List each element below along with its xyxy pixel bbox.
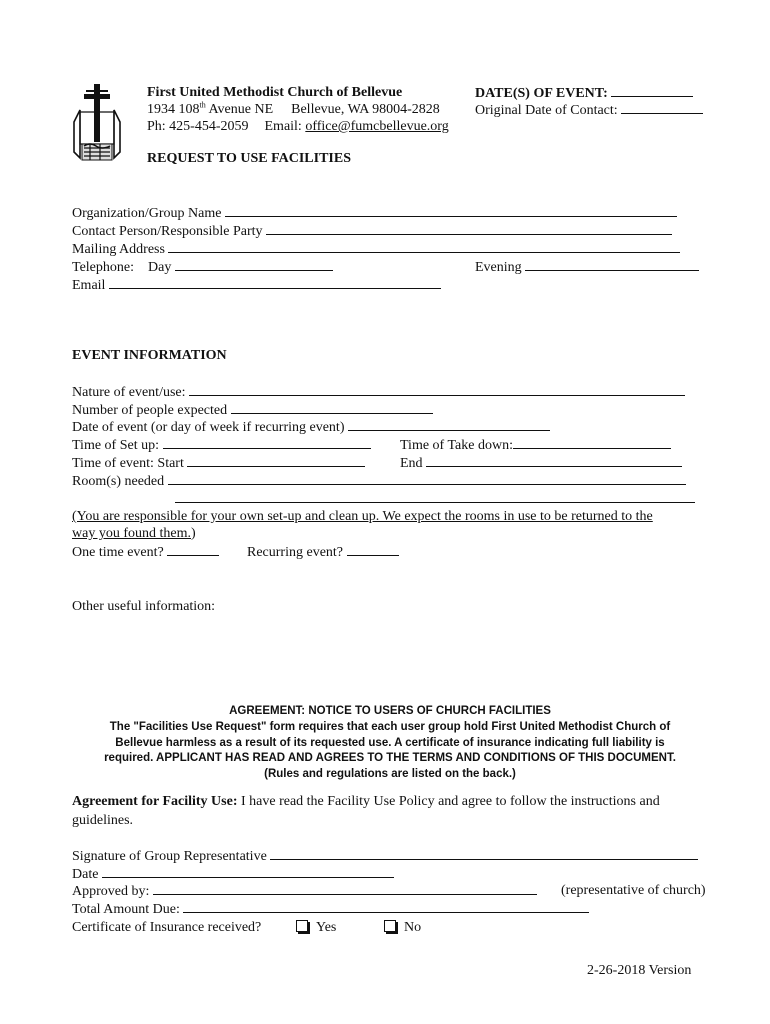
contact-person-field[interactable]	[266, 222, 672, 235]
church-name: First United Methodist Church of Bellevue	[147, 85, 403, 100]
signature-field[interactable]	[270, 847, 698, 860]
email-field[interactable]	[109, 276, 441, 289]
nature-row: Nature of event/use:	[72, 383, 685, 401]
end-time-field[interactable]	[426, 454, 682, 467]
dates-of-event: DATE(S) OF EVENT:	[475, 84, 693, 102]
end-row: End	[400, 454, 682, 472]
no-checkbox[interactable]	[384, 920, 396, 932]
setup-row: Time of Set up:	[72, 436, 371, 454]
responsibility-note: (You are responsible for your own set-up and clean up. We expect the rooms in use to be returned to the	[72, 509, 653, 524]
contact-person-row: Contact Person/Responsible Party	[72, 222, 672, 240]
amount-field[interactable]	[183, 900, 589, 913]
recurring-row: Recurring event?	[247, 543, 399, 561]
insurance-no[interactable]: No	[384, 919, 421, 936]
mailing-row: Mailing Address	[72, 240, 680, 258]
evening-phone-field[interactable]	[525, 258, 699, 271]
recurring-field[interactable]	[347, 543, 399, 556]
approved-row: Approved by:	[72, 882, 537, 900]
event-heading: EVENT INFORMATION	[72, 348, 227, 363]
signature-row: Signature of Group Representative	[72, 847, 698, 865]
church-contact: Ph: 425-454-2059 Email: office@fumcbellevue.org	[147, 119, 449, 134]
original-contact-date: Original Date of Contact:	[475, 101, 703, 119]
version-label: 2-26-2018 Version	[587, 963, 692, 978]
agreement-line-2: Bellevue harmless as a result of its requested use. A certificate of insurance indicating full liability is	[115, 737, 665, 749]
agreement-line-4: (Rules and regulations are listed on the back.)	[264, 768, 516, 780]
church-cross-logo-icon	[70, 82, 124, 164]
insurance-yes[interactable]: Yes	[296, 919, 336, 936]
people-field[interactable]	[231, 401, 433, 414]
agreement-line-3: required. APPLICANT HAS READ AND AGREES TO THE TERMS AND CONDITIONS OF THIS DOCUMENT.	[104, 752, 676, 764]
approved-note: (representative of church)	[561, 883, 706, 898]
setup-time-field[interactable]	[163, 436, 371, 449]
nature-field[interactable]	[189, 383, 685, 396]
insurance-row: Certificate of Insurance received?	[72, 920, 262, 935]
agreement-line-1: The "Facilities Use Request" form requires that each user group hold First United Methodist Church of	[109, 721, 671, 733]
evening-row: Evening	[475, 258, 699, 276]
responsibility-note-2: way you found them.)	[72, 526, 196, 541]
rooms-field[interactable]	[168, 472, 686, 485]
other-info-label: Other useful information:	[72, 599, 216, 614]
email-row: Email	[72, 276, 441, 294]
one-time-field[interactable]	[167, 543, 219, 556]
org-name-field[interactable]	[225, 204, 677, 217]
amount-row: Total Amount Due:	[72, 900, 589, 918]
contact-date-field[interactable]	[621, 101, 703, 114]
takedown-time-field[interactable]	[513, 436, 671, 449]
email-link[interactable]: office@fumcbellevue.org	[305, 119, 449, 134]
yes-checkbox[interactable]	[296, 920, 308, 932]
date-sign-row: Date	[72, 865, 394, 883]
event-date-field[interactable]	[348, 418, 550, 431]
mailing-address-field[interactable]	[168, 240, 680, 253]
dates-of-event-field[interactable]	[611, 84, 693, 97]
start-time-field[interactable]	[187, 454, 365, 467]
agreement-title: AGREEMENT: NOTICE TO USERS OF CHURCH FACILITIES	[229, 705, 551, 717]
sign-date-field[interactable]	[102, 865, 394, 878]
people-row: Number of people expected	[72, 401, 433, 419]
telephone-row: Telephone: Day	[72, 258, 333, 276]
start-row: Time of event: Start	[72, 454, 365, 472]
approved-by-field[interactable]	[153, 882, 537, 895]
date-row: Date of event (or day of week if recurring event)	[72, 418, 550, 436]
form-title: REQUEST TO USE FACILITIES	[147, 151, 351, 166]
day-phone-field[interactable]	[175, 258, 333, 271]
org-row: Organization/Group Name	[72, 204, 677, 222]
rooms-row: Room(s) needed	[72, 472, 686, 490]
takedown-row: Time of Take down:	[400, 436, 671, 454]
one-time-row: One time event?	[72, 543, 219, 561]
facility-use-agreement: Agreement for Facility Use: I have read the Facility Use Policy and agree to follow the instructions and	[72, 794, 660, 809]
church-address: 1934 108th Avenue NE Bellevue, WA 98004-2828	[147, 100, 440, 117]
facility-use-agreement-2: guidelines.	[72, 813, 134, 828]
rooms-field-2[interactable]	[175, 502, 695, 503]
